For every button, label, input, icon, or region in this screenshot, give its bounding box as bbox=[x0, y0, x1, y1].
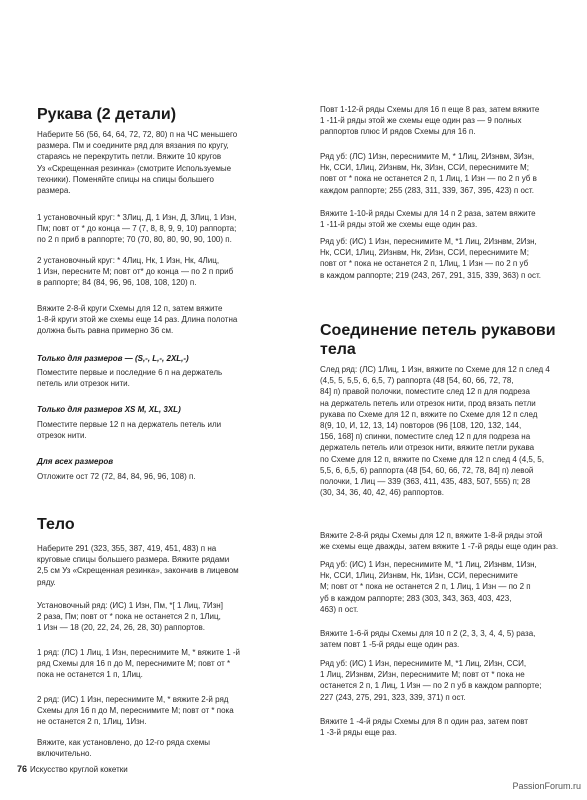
body-paragraph bbox=[37, 694, 302, 728]
text-line: техники). Поменяйте спицы на спицы большего bbox=[37, 174, 214, 184]
join-paragraph bbox=[320, 628, 578, 650]
sizes-b-text bbox=[37, 419, 302, 441]
text-line: включительно. bbox=[37, 749, 92, 759]
join-paragraph bbox=[320, 559, 578, 615]
body-paragraph bbox=[320, 104, 578, 138]
text-line: размера. bbox=[37, 186, 71, 196]
page-number: 76 bbox=[17, 764, 28, 774]
sizes-all-label: Для всех размеров bbox=[37, 457, 114, 466]
body-paragraph bbox=[37, 737, 302, 759]
text-line: должна быть равна примерно 36 см. bbox=[37, 326, 174, 336]
text-line: Соединение петель рукавов bbox=[320, 322, 546, 339]
text-line: 8(9, 10, И, 12, 13, 14) повторов (96 [108, 120, 132, 144, bbox=[320, 421, 522, 431]
text-line: 2 раза, Пм; повт от * пока не останется 2 п, 1Лиц, bbox=[37, 612, 221, 622]
body-paragraph bbox=[320, 208, 578, 230]
sizes-a-text bbox=[37, 367, 302, 389]
body-paragraph bbox=[37, 600, 302, 634]
text-line: Нк, ССИ, 1Лиц, 2Изнвм, Нк, 1Изн, ССИ, переснимите bbox=[320, 571, 518, 581]
book-title: Искусство круглой кокетки bbox=[30, 765, 128, 774]
text-line: раппортов плюс И рядов Схемы для 16 п. bbox=[320, 127, 476, 137]
text-line: по 2 п приб в раппорте; 70 (70, 80, 80, 90, 90, 100) п. bbox=[37, 235, 232, 245]
text-line: и тела bbox=[320, 322, 556, 358]
text-line: Ряд уб: (ИС) 1 Изн, переснимите М, *1 Лиц, 2Изнвм, 2Изн, bbox=[320, 237, 537, 246]
text-line: М; повт от * пока не останется 2 п, 1 Лиц, 1 Изн — по 2 п bbox=[320, 582, 531, 592]
join-paragraph bbox=[320, 364, 578, 498]
text-line: Схемы для 16 п до М, переснимите М; повт от * пока bbox=[37, 706, 234, 716]
text-line: 1 -3-й ряды еще раз. bbox=[320, 728, 397, 738]
join-paragraph bbox=[320, 658, 578, 703]
text-line: полочки, 1 Лиц — 339 (363, 411, 435, 483, 507, 555) п; 28 bbox=[320, 477, 531, 487]
body-paragraph bbox=[320, 151, 578, 196]
body-paragraph bbox=[37, 647, 302, 681]
watermark: PassionForum.ru bbox=[512, 781, 581, 791]
text-line: уб в каждом раппорте; 283 (303, 343, 363, 403, 423, bbox=[320, 593, 512, 603]
sleeves-paragraph bbox=[37, 129, 302, 196]
sleeves-paragraph bbox=[37, 212, 302, 246]
text-line: по Схеме для 12 п, вяжите по Схеме для 12 п след 4 (4,5, 5, bbox=[320, 454, 544, 464]
text-line: (30, 34, 36, 40, 42, 46) раппортов. bbox=[320, 488, 444, 498]
text-line: Ряд уб: (ИС) 1 Изн, переснимите М, *1 Лиц, 2Изн, ССИ, bbox=[320, 659, 527, 668]
text-line: Наберите 56 (56, 64, 64, 72, 72, 80) п на ЧС меньшего bbox=[37, 130, 238, 139]
text-line: Поместите первые 12 п на держатель петель или bbox=[37, 420, 222, 429]
text-line: 1 Изн, пересните М; повт от* до конца — по 2 п приб bbox=[37, 267, 234, 277]
text-line: Вяжите 1-10-й ряды Схемы для 14 п 2 раза, затем вяжите bbox=[320, 209, 536, 218]
text-line: 463) п ост. bbox=[320, 604, 359, 614]
text-line: не останется 2 п, 1Лиц, 1Изн. bbox=[37, 717, 147, 727]
sleeves-heading-block bbox=[37, 105, 302, 124]
text-line: Установочный ряд: (ИС) 1 Изн, Пм, *[ 1 Лиц, 7Изн] bbox=[37, 601, 223, 610]
text-line: 1 -11-й ряды этой же схемы еще один раз. bbox=[320, 220, 478, 230]
text-line: 1 -11-й ряды этой же схемы еще один раз — 9 полных bbox=[320, 116, 522, 126]
text-line: 2 установочный круг: * 4Лиц, Нк, 1 Изн, Нк, 4Лиц, bbox=[37, 256, 220, 265]
text-line: размера. Пм и соедините ряд для вязания по кругу, bbox=[37, 141, 229, 151]
text-line: 1 Лиц, 2Изнвм, 2Изн, переснимите М; повт от * пока не bbox=[320, 670, 525, 680]
text-line: отрезок нити. bbox=[37, 431, 87, 441]
text-line: 84] п) правой полочки, поместите след 12 п для подреза bbox=[320, 387, 530, 397]
text-line: Повт 1-12-й ряды Схемы для 16 п еще 8 раз, затем вяжите bbox=[320, 105, 540, 114]
join-heading bbox=[320, 321, 578, 359]
join-paragraph bbox=[320, 716, 578, 738]
text-line: ряду. bbox=[37, 577, 56, 587]
text-line: затем повт 1 -5-й ряды еще один раз. bbox=[320, 640, 460, 650]
text-line: 5,5, 6, 6,5, 6) раппорта (48 [54, 60, 66, 72, 78, 84] п) левой bbox=[320, 465, 534, 475]
text-line: Нк, ССИ, 1Лиц, 2Изнвм, Нк, 2Изн, ССИ, переснимите М; bbox=[320, 248, 529, 258]
text-line: петель или отрезок нити. bbox=[37, 379, 130, 389]
text-line: держатель петель или отрезок нити, вяжите петли рукава bbox=[320, 443, 535, 453]
text-line: Уз «Скрещенная резинка» (смотрите Используемые bbox=[37, 163, 232, 173]
text-line: на держатель петель или отрезок нити, прод вязать петли bbox=[320, 398, 536, 408]
text-line: повт от * пока не останется 2 п, 1Лиц, 1 Изн — по 2 п уб bbox=[320, 259, 529, 269]
sizes-a-label: Только для размеров — (S,-, L,-, 2XL,-) bbox=[37, 354, 189, 363]
text-line: 1 Изн — 18 (20, 22, 24, 26, 28, 30) раппортов. bbox=[37, 623, 206, 633]
text-line: След ряд: (ЛС) 1Лиц, 1 Изн, вяжите по Схеме для 12 п след 4 bbox=[320, 365, 550, 374]
sizes-b-label: Только для размеров XS M, XL, 3XL) bbox=[37, 405, 181, 414]
text-line: 2,5 см Уз «Скрещенная резинка», закончив в лицевом bbox=[37, 566, 239, 576]
text-line: в раппорте; 84 (84, 96, 96, 108, 108, 120) п. bbox=[37, 278, 197, 288]
text-line: Пм; повт от * до конца — 7 (7, 8, 8, 9, 9, 10) раппорта; bbox=[37, 224, 237, 234]
text-line: Ряд уб: (ЛС) 1Изн, переснимите М, * 1Лиц, 2Изнвм, 3Изн, bbox=[320, 152, 535, 161]
text-line: Вяжите 1-6-й ряды Схемы для 10 п 2 (2, 3, 3, 4, 4, 5) раза, bbox=[320, 629, 536, 638]
text-line: Отложите ост 72 (72, 84, 84, 96, 96, 108) п. bbox=[37, 472, 196, 481]
text-line: ряд Схемы для 16 п до М, переснимите М; повт от * bbox=[37, 659, 231, 669]
text-line: 156, 168] п) спинки, поместите след 12 п для подреза на bbox=[320, 432, 531, 442]
text-line: повт от * пока не останется 2 п, 1 Лиц, 1 Изн — по 2 п уб в bbox=[320, 174, 537, 184]
page-footer bbox=[17, 764, 128, 775]
text-line: 1 ряд: (ЛС) 1 Лиц, 1 Изн, переснимите М, * вяжите 1 -й bbox=[37, 648, 241, 657]
text-line: в каждом раппорте; 219 (243, 267, 291, 315, 339, 363) п ост. bbox=[320, 270, 541, 280]
body-paragraph bbox=[320, 236, 578, 281]
text-line: останется 2 п, 1 Лиц, 1 Изн — по 2 п уб в каждом раппорте; bbox=[320, 681, 542, 691]
text-line: же схемы еще дважды, затем вяжите 1 -7-й ряды еще один раз. bbox=[320, 542, 559, 552]
body-heading: Тело bbox=[37, 516, 75, 533]
join-paragraph bbox=[320, 530, 578, 552]
text-line: Поместите первые и последние 6 п на держатель bbox=[37, 368, 223, 377]
text-line: Ряд уб: (ИС) 1 Изн, переснимите М, *1 Лиц, 2Изнвм, 1Изн, bbox=[320, 560, 537, 569]
text-line: круговые спицы большего размера. Вяжите рядами bbox=[37, 555, 230, 565]
text-line: пока не останется 1 п, 1Лиц. bbox=[37, 670, 143, 680]
sleeves-paragraph bbox=[37, 255, 302, 289]
text-line: Вяжите 2-8-й круги Схемы для 12 п, затем вяжите bbox=[37, 304, 223, 313]
text-line: Наберите 291 (323, 355, 387, 419, 451, 483) п на bbox=[37, 544, 217, 553]
sleeves-heading: Рукава (2 детали) bbox=[37, 106, 177, 123]
body-paragraph bbox=[37, 543, 302, 588]
text-line: Нк, ССИ, 1Лиц, 2Изнвм, Нк, 3Изн, ССИ, переснимите М; bbox=[320, 163, 529, 173]
text-line: Вяжите 2-8-й ряды Схемы для 12 п, вяжите 1-8-й ряды этой bbox=[320, 531, 543, 540]
text-line: Вяжите, как установлено, до 12-го ряда схемы bbox=[37, 738, 210, 747]
text-line: (4,5, 5, 5,5, 6, 6,5, 7) раппорта (48 [54, 60, 66, 72, 78, bbox=[320, 376, 514, 386]
text-line: 2 ряд: (ИС) 1 Изн, переснимите М, * вяжите 2-й ряд bbox=[37, 695, 229, 704]
sleeves-paragraph bbox=[37, 303, 302, 337]
text-line: 1-8-й круги этой же схемы еще 14 раз. Длина полотна bbox=[37, 315, 238, 325]
text-line: рукава по Схеме для 12 п, вяжите по Схеме для 12 п след bbox=[320, 409, 538, 419]
text-line: каждом раппорте; 255 (283, 311, 339, 367, 395, 423) п ост. bbox=[320, 185, 534, 195]
text-line: 227 (243, 275, 291, 323, 339, 371) п ост. bbox=[320, 692, 466, 702]
sizes-all-text bbox=[37, 471, 302, 482]
text-line: стараясь не перекрутить петли. Вяжите 10 кругов bbox=[37, 152, 222, 162]
text-line: Вяжите 1 -4-й ряды Схемы для 8 п один раз, затем повт bbox=[320, 717, 529, 726]
text-line: 1 установочный круг: * 3Лиц, Д, 1 Изн, Д, 3Лиц, 1 Изн, bbox=[37, 213, 237, 222]
